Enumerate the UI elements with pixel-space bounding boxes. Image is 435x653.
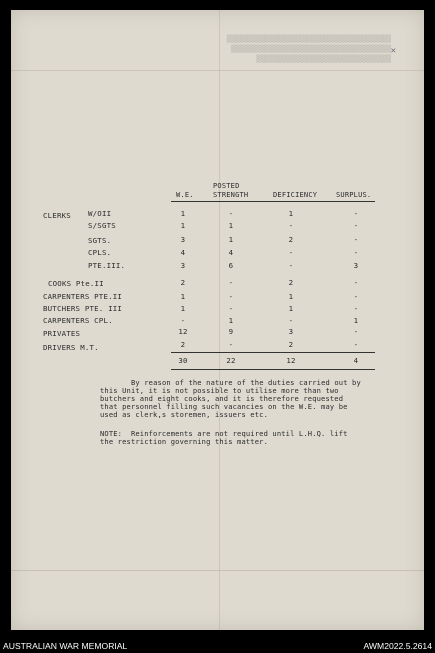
cell-posted: 4 [228, 248, 234, 257]
cell-deficiency: 1 [288, 292, 294, 301]
cell-posted: 6 [228, 261, 234, 270]
row-label: COOKS Pte.II [48, 279, 104, 288]
header-surplus: SURPLUS. [336, 191, 372, 199]
cell-we: 3 [180, 235, 186, 244]
cell-surplus: - [353, 235, 359, 244]
cell-posted: - [228, 340, 234, 349]
totals-rule-bottom [171, 369, 375, 370]
row-label: CARPENTERS PTE.II [43, 292, 123, 301]
cell-surplus: - [353, 304, 359, 313]
cell-posted: 1 [228, 316, 234, 325]
cell-posted: 9 [228, 327, 234, 336]
cell-deficiency: - [288, 221, 294, 230]
header-underline [171, 201, 375, 202]
header-posted-line1: POSTED [213, 182, 240, 190]
paragraph-line: that personnel filling such vacancies on the W.E. may be [100, 402, 348, 411]
total-deficiency: 12 [286, 356, 296, 365]
cell-surplus: - [353, 278, 359, 287]
paragraph-line: this Unit, it is not possible to utilise more than two [100, 386, 339, 395]
cell-posted: - [228, 304, 234, 313]
footer-institution: AUSTRALIAN WAR MEMORIAL [3, 641, 128, 651]
paragraph-line: used as clerk,s storemen, issuers etc. [100, 410, 268, 419]
cell-posted: - [228, 292, 234, 301]
cell-deficiency: 2 [288, 340, 294, 349]
fold-line-top [11, 70, 424, 71]
cell-posted: - [228, 209, 234, 218]
row-label: PTE.III. [88, 261, 126, 270]
cell-deficiency: 1 [288, 304, 294, 313]
header-deficiency: DEFICIENCY [273, 191, 318, 199]
paragraph-line: By reason of the nature of the duties carried out by [131, 378, 361, 387]
archive-footer [0, 640, 435, 653]
cell-we: 1 [180, 304, 186, 313]
cell-we: 12 [178, 327, 188, 336]
ink-mark-icon: ✕ [390, 46, 396, 56]
group-label-clerks: CLERKS [43, 211, 71, 220]
cell-surplus: 1 [353, 316, 359, 325]
cell-deficiency: 3 [288, 327, 294, 336]
cell-surplus: - [353, 327, 359, 336]
row-label: PRIVATES [43, 329, 81, 338]
cell-posted: 1 [228, 221, 234, 230]
cell-surplus: 3 [353, 261, 359, 270]
paragraph-line: butchers and eight cooks, and it is therefore requested [100, 394, 344, 403]
cell-surplus: - [353, 221, 359, 230]
total-surplus: 4 [353, 356, 359, 365]
total-posted: 22 [226, 356, 236, 365]
total-we: 30 [178, 356, 188, 365]
row-label: CPLS. [88, 248, 112, 257]
document-page [11, 10, 424, 630]
totals-rule-top [171, 352, 375, 353]
footer-accession-number: AWM2022.5.2614 [363, 641, 432, 651]
cell-deficiency: 2 [288, 278, 294, 287]
cell-we: - [180, 316, 186, 325]
cell-surplus: - [353, 209, 359, 218]
cell-deficiency: - [288, 316, 294, 325]
cell-surplus: - [353, 292, 359, 301]
cell-deficiency: - [288, 248, 294, 257]
reverse-side-bleed-through: ▒▒▒▒▒▒▒▒▒▒▒▒▒▒▒▒▒▒▒▒▒▒▒▒▒▒▒▒▒▒▒▒▒▒▒▒▒▒▒ ▒▒▒▒▒▒▒▒▒▒▒▒▒▒▒▒▒▒▒▒▒▒▒▒▒▒▒▒▒▒▒▒▒▒▒▒▒▒ ▒▒▒▒▒▒▒▒▒▒▒▒▒▒▒▒▒▒▒▒▒▒▒▒▒▒▒▒▒▒▒▒ [226, 35, 391, 63]
cell-we: 1 [180, 221, 186, 230]
row-label: SGTS. [88, 236, 112, 245]
cell-posted: - [228, 278, 234, 287]
cell-we: 2 [180, 278, 186, 287]
row-label: BUTCHERS PTE. III [43, 304, 123, 313]
row-label: S/SGTS [88, 221, 116, 230]
cell-we: 2 [180, 340, 186, 349]
note-line: the restriction governing this matter. [100, 437, 268, 446]
cell-deficiency: - [288, 261, 294, 270]
header-we: W.E. [176, 191, 194, 199]
fold-line-bottom [11, 570, 424, 571]
cell-we: 4 [180, 248, 186, 257]
cell-we: 1 [180, 209, 186, 218]
note-line: NOTE: Reinforcements are not required until L.H.Q. lift [100, 429, 348, 438]
cell-surplus: - [353, 248, 359, 257]
cell-we: 1 [180, 292, 186, 301]
row-label: DRIVERS M.T. [43, 343, 99, 352]
cell-deficiency: 2 [288, 235, 294, 244]
cell-deficiency: 1 [288, 209, 294, 218]
cell-posted: 1 [228, 235, 234, 244]
header-posted-line2: STRENGTH [213, 191, 249, 199]
row-label: W/OII [88, 209, 112, 218]
cell-we: 3 [180, 261, 186, 270]
cell-surplus: - [353, 340, 359, 349]
row-label: CARPENTERS CPL. [43, 316, 113, 325]
